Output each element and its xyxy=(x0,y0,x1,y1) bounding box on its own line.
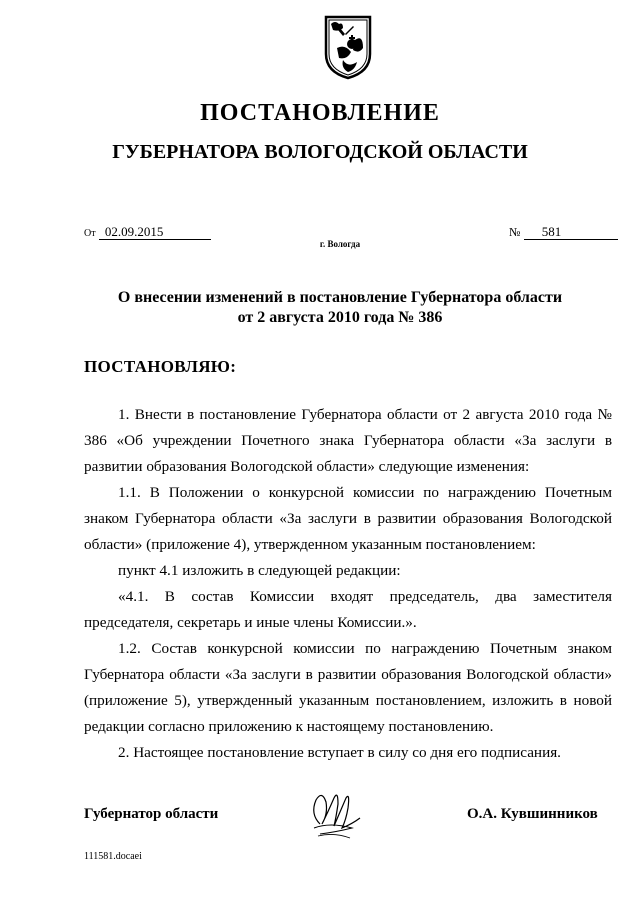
document-number: 581 xyxy=(524,224,618,240)
document-date: 02.09.2015 xyxy=(99,224,211,240)
date-prefix: От xyxy=(84,228,96,239)
document-body xyxy=(84,402,612,766)
paragraph-point: пункт 4.1 изложить в следующей редакции: xyxy=(118,562,401,579)
document-reference: 111581.docaei xyxy=(84,851,142,862)
paragraph-quote: «4.1. В состав Комиссии входят председатель, два заместителя председателя, секретарь и иные члены Комиссии.». xyxy=(84,588,612,631)
signatory-position: Губернатор области xyxy=(84,806,219,822)
paragraph-1-1: 1.1. В Положении о конкурсной комиссии по награждению Почетным знаком Губернатора области «За заслуги в развитии образования Вологодской области» (приложение 4), утвержденном указанным постановлением: xyxy=(84,484,612,553)
paragraph-1-2: 1.2. Состав конкурсной комиссии по награждению Почетным знаком Губернатора области «За заслуги в развитии образования Вологодской области» (приложение 5), утвержденный указанным постановлением, изложить в новой редакции согласно приложению к настоящему постановлению. xyxy=(84,640,612,735)
document-title: ПОСТАНОВЛЕНИЕ xyxy=(200,100,440,126)
signatory-name: О.А. Кувшинников xyxy=(467,806,598,822)
date-field xyxy=(84,224,211,240)
subject-line-2: от 2 августа 2010 года № 386 xyxy=(237,309,443,326)
number-prefix: № xyxy=(509,225,521,239)
handwritten-signature xyxy=(306,784,366,842)
city-label: г. Вологда xyxy=(319,239,361,249)
subject-line-1: О внесении изменений в постановление Губернатора области xyxy=(117,289,563,306)
issuing-authority: ГУБЕРНАТОРА ВОЛОГОДСКОЙ ОБЛАСТИ xyxy=(112,141,528,163)
paragraph-2: 2. Настоящее постановление вступает в силу со дня его подписания. xyxy=(118,744,561,761)
decree-word: ПОСТАНОВЛЯЮ: xyxy=(84,357,237,376)
number-field xyxy=(509,224,618,240)
coat-of-arms-emblem xyxy=(323,14,373,80)
paragraph-1: 1. Внести в постановление Губернатора области от 2 августа 2010 года № 386 «Об учреждении Почетного знака Губернатора области «За заслуги в развитии образования Вологодской области» следующие изменения: xyxy=(84,406,612,475)
